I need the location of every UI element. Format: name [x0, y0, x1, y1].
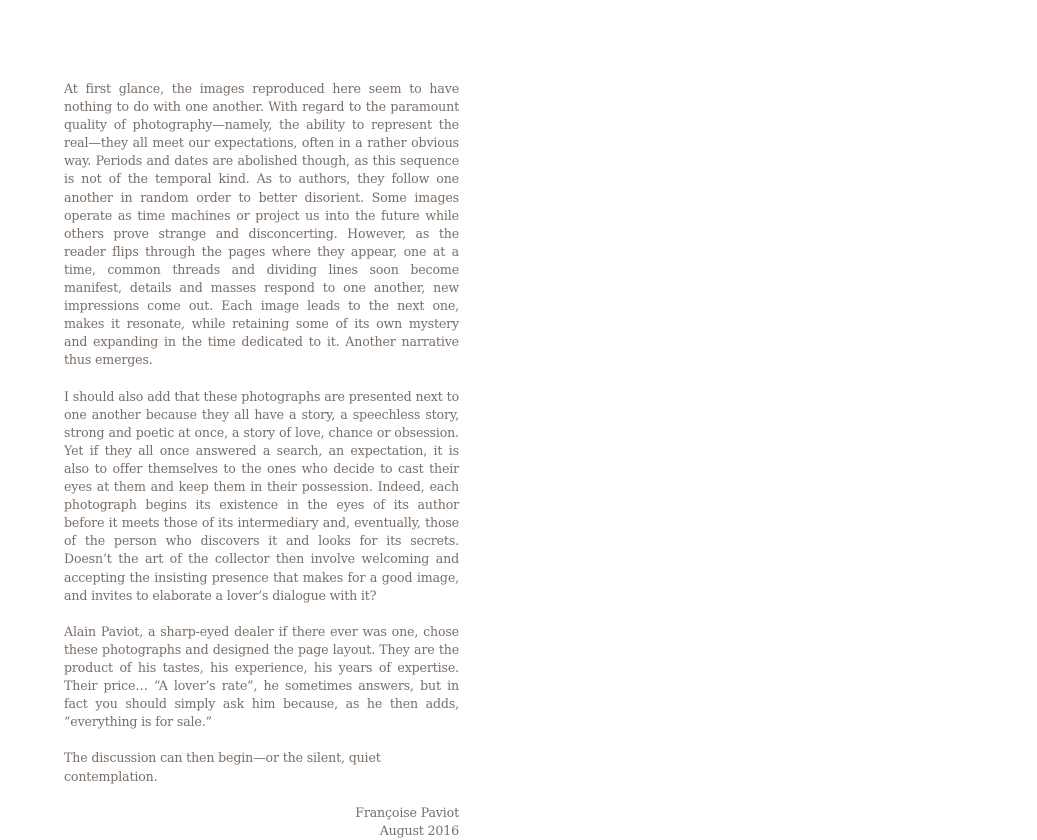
essay-paragraph-4: The discussion can then begin—or the silent, quiet contemplation.: [64, 750, 381, 784]
essay-text-column: [64, 80, 459, 840]
signature-block: [64, 804, 459, 840]
essay-paragraph-1: At first glance, the images reproduced here seem to have nothing to do with one another. With regard to the paramount quality of photography—namely, the ability to represent the real—they all meet our expectations, often in a rather obvious way. Periods and dates are abolished though, as this sequence is not of the temporal kind. As to authors, they follow one another in random order to better disorient. Some images operate as time machines or project us into the future while others prove strange and disconcerting. However, as the reader flips through the pages where they appear, one at a time, common threads and dividing lines soon become manifest, details and masses respond to one another, new impressions come out. Each image leads to the next one, makes it resonate, while retaining some of its own mystery and expanding in the time dedicated to it. Another narrative thus emerges.: [64, 81, 459, 368]
essay-paragraph-3: Alain Paviot, a sharp-eyed dealer if there ever was one, chose these photographs and designed the page layout. They are the product of his tastes, his experience, his years of expertise. Their price… “A lover’s rate”, he sometimes answers, but in fact you should simply ask him because, as he then adds, “everything is for sale.”: [64, 623, 459, 730]
essay-paragraph-2: I should also add that these photographs are presented next to one another because they all have a story, a speechless story, strong and poetic at once, a story of love, chance or obsession. Yet if they all once answered a search, an expectation, it is also to offer themselves to the ones who decide to cast their eyes at them and keep them in their possession. Indeed, each photograph begins its existence in the eyes of its author before it meets those of its intermediary and, eventually, those of the person who discovers it and looks for its secrets. Doesn’t the art of the collector then involve welcoming and accepting the insisting presence that makes for a good image, and invites to elaborate a lover’s dialogue with it?: [64, 388, 459, 603]
signature-date: August 2016: [379, 822, 459, 838]
signature-author: Françoise Paviot: [355, 804, 459, 820]
